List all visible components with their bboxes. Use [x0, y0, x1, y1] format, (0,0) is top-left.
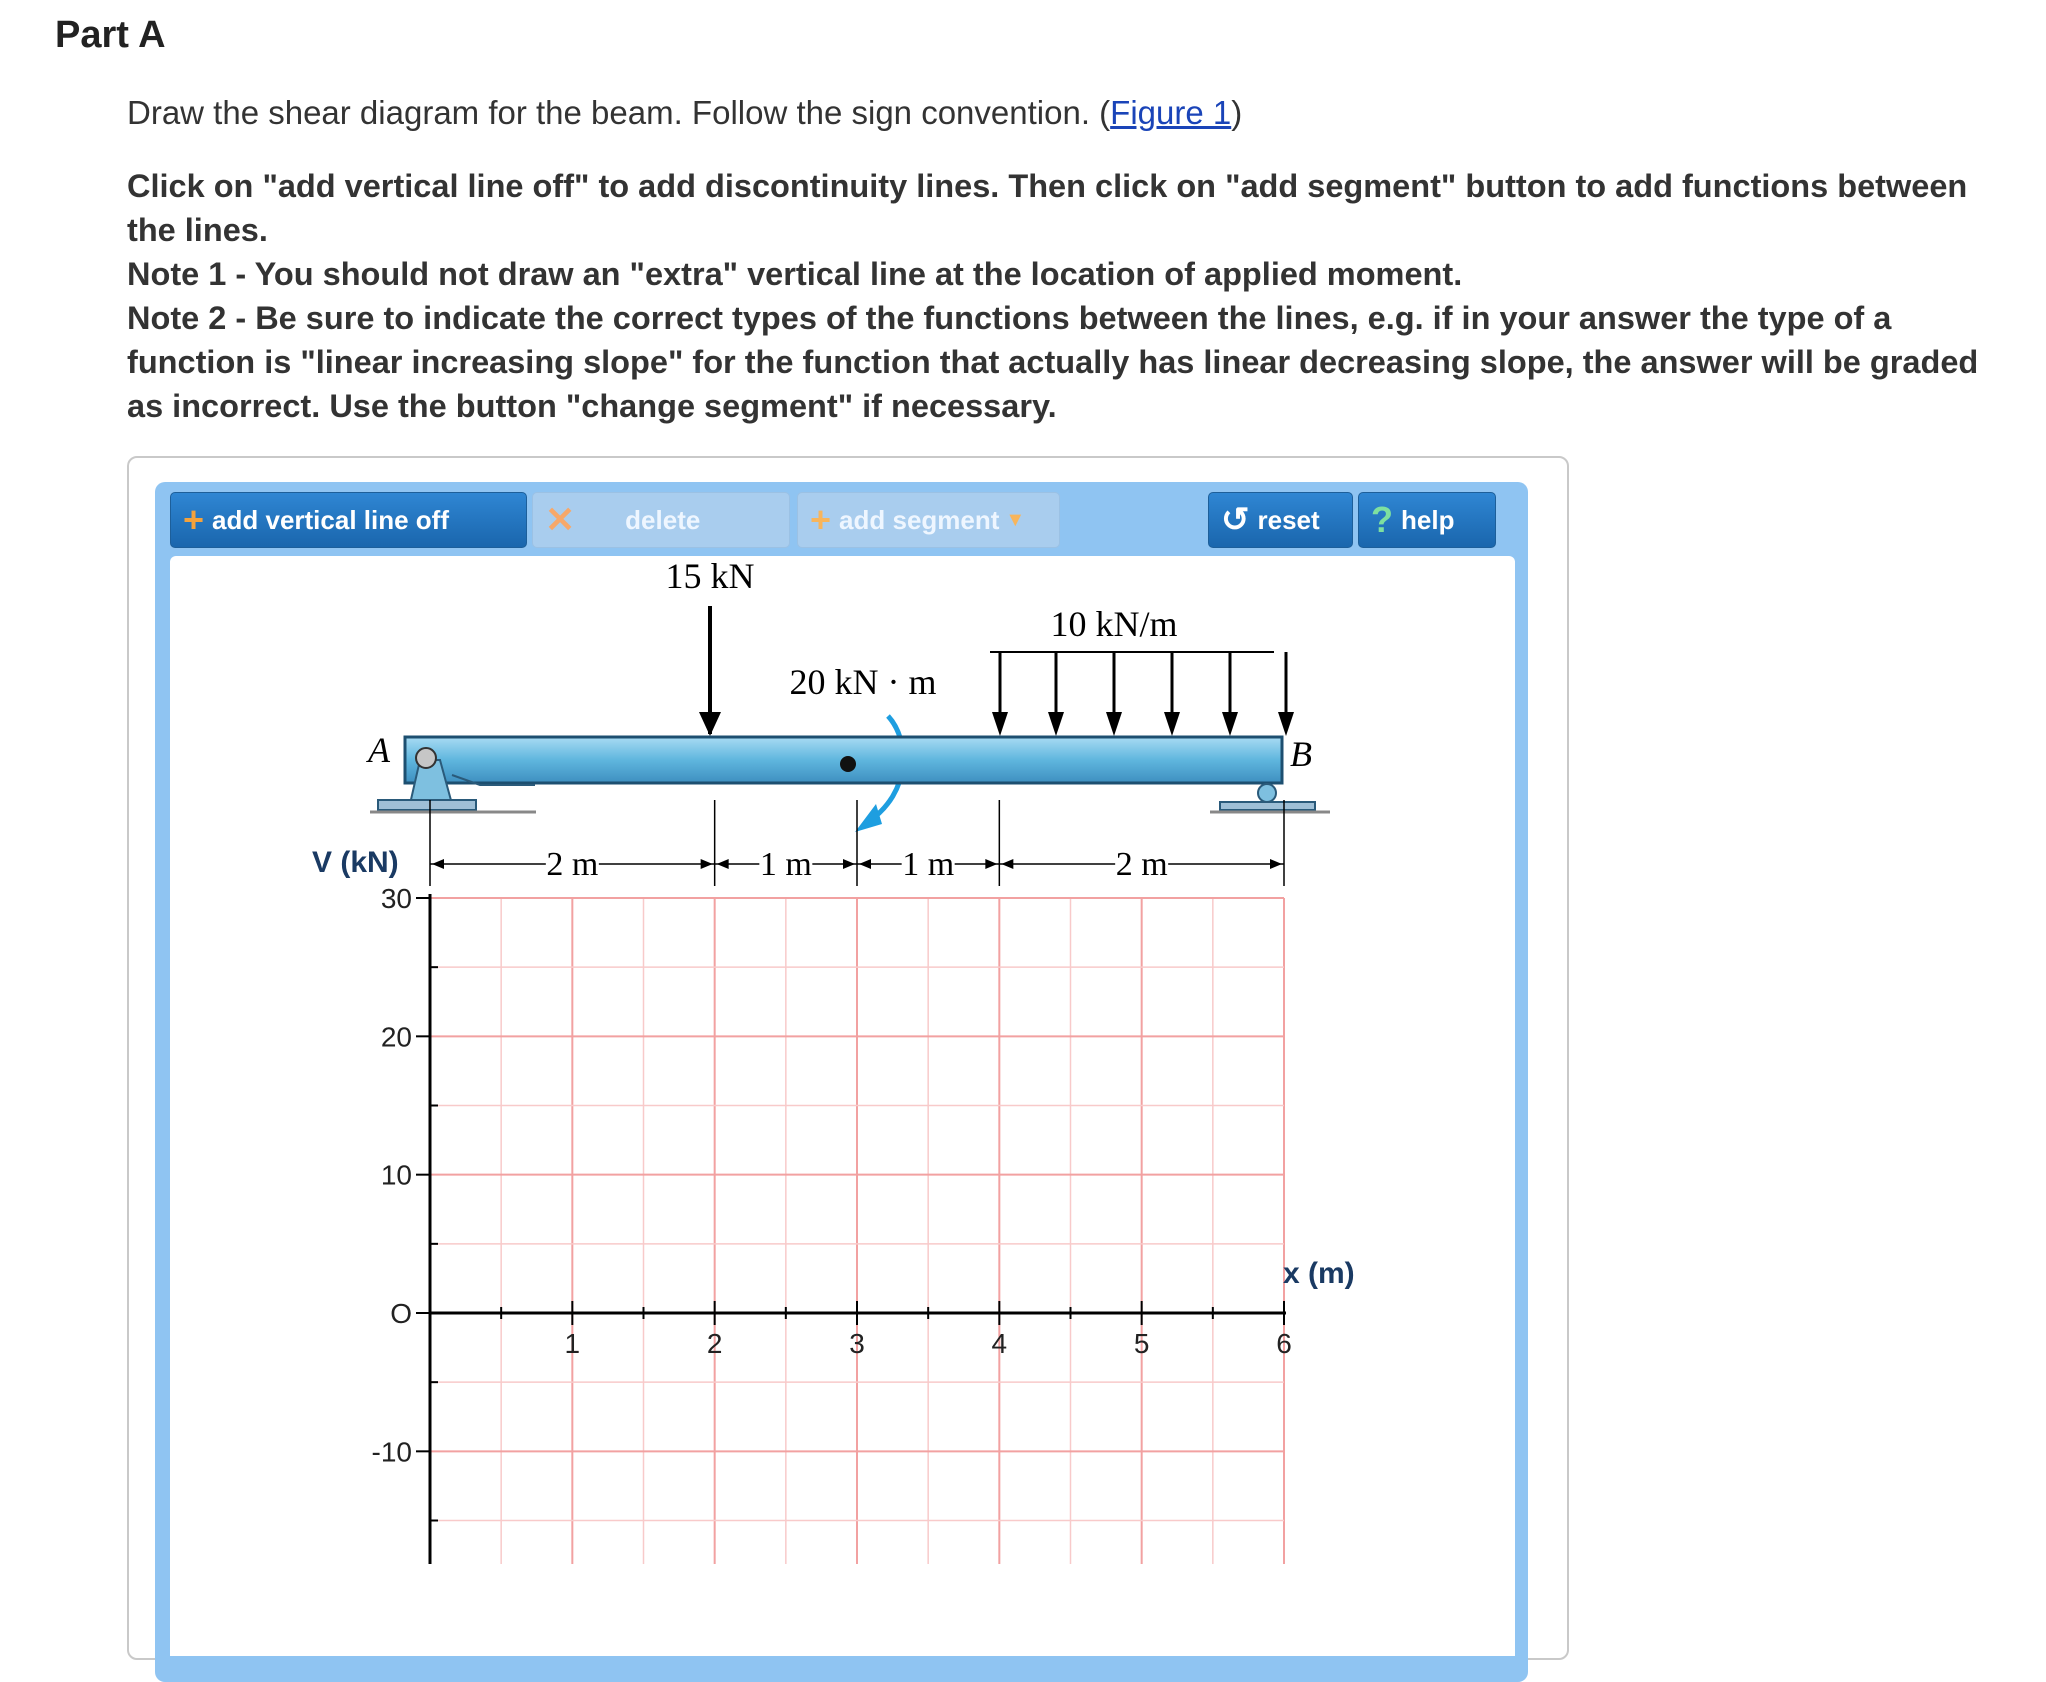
dimension-arrowhead: [1270, 859, 1282, 869]
add-segment-label: add segment: [839, 504, 1000, 535]
pin-support-a-base: [378, 800, 476, 810]
reset-icon: ↺: [1221, 501, 1250, 539]
dimension-label: 2 m: [1115, 846, 1168, 883]
dimension-label: 1 m: [759, 846, 812, 883]
instruction-close: ): [1231, 94, 1243, 131]
y-tick-label: 20: [380, 1021, 412, 1053]
plus-icon: +: [183, 499, 205, 540]
shear-grid: [430, 898, 1284, 1564]
dimension-arrowhead: [859, 859, 871, 869]
help-label: help: [1401, 504, 1455, 535]
support-b-label: B: [1290, 734, 1312, 774]
dimension-arrowhead: [432, 859, 444, 869]
figure-link[interactable]: Figure 1: [1110, 94, 1232, 131]
moment-label: 20 kN · m: [789, 662, 937, 702]
dimension-arrowhead: [701, 859, 713, 869]
beam-point: [840, 756, 856, 772]
x-tick-label: 2: [706, 1328, 723, 1359]
dimension-line: [430, 800, 1284, 886]
add-vertical-line-label: add vertical line off: [212, 504, 449, 535]
help-icon: ?: [1371, 499, 1393, 540]
x-tick-label: 3: [849, 1328, 865, 1359]
moment-arrowhead: [855, 804, 882, 832]
y-tick-label: O: [390, 1298, 412, 1329]
pin-support-a-pin: [416, 748, 436, 768]
delete-x-icon: ✕: [545, 499, 576, 540]
part-title: Part A: [55, 14, 166, 56]
y-tick-label: 30: [380, 883, 412, 914]
point-load-label: 15 kN: [665, 556, 755, 596]
note-1: Note 1 - You should not draw an "extra" vertical line at the location of applied moment.: [127, 256, 1463, 292]
dimension-label: 1 m: [902, 846, 955, 883]
note-main: Click on "add vertical line off" to add discontinuity lines. Then click on "add segment" button to add functions between the lines.: [127, 168, 1968, 248]
distributed-load-arrowhead: [1164, 712, 1180, 736]
y-tick-label: -10: [371, 1436, 412, 1468]
distributed-load-arrowhead: [1222, 712, 1238, 736]
dropdown-triangle-icon: ▼: [1005, 508, 1026, 531]
reset-label: reset: [1257, 504, 1320, 535]
x-tick-label: 6: [1276, 1328, 1292, 1359]
delete-label: delete: [625, 504, 701, 535]
x-tick-label: 4: [991, 1328, 1008, 1359]
dimension-arrowhead: [717, 859, 729, 869]
beam-figure: [366, 556, 1330, 886]
instruction-main: Draw the shear diagram for the beam. Follow the sign convention. (: [127, 94, 1111, 131]
point-load-arrowhead: [699, 712, 721, 736]
distributed-load-arrowhead: [992, 712, 1008, 736]
plus-icon: +: [810, 499, 832, 540]
distributed-load-arrowhead: [1106, 712, 1122, 736]
note-2: Note 2 - Be sure to indicate the correct types of the functions between the lines, e.g. if in your answer the type of a function is "linear increasing slope" for the function that actually has linear decreasing slope, the answer will be graded as incorrect. Use the button "change segment" if necessary.: [127, 300, 1979, 424]
shear-axes: [416, 894, 1286, 1564]
x-tick-label: 5: [1133, 1328, 1150, 1359]
distributed-load-arrowhead: [1278, 712, 1294, 736]
x-axis-label: x (m): [1283, 1257, 1355, 1290]
x-tick-label: 1: [564, 1328, 581, 1359]
y-axis-label: V (kN): [312, 846, 399, 879]
dimension-arrowhead: [843, 859, 855, 869]
distributed-load-arrowhead: [1048, 712, 1064, 736]
distributed-load-label: 10 kN/m: [1050, 604, 1178, 644]
distributed-load-arrows: [992, 652, 1294, 736]
y-tick-label: 10: [380, 1159, 412, 1191]
dimension-arrowhead: [985, 859, 997, 869]
roller-support-b-base: [1220, 802, 1315, 810]
dimension-arrowhead: [1001, 859, 1013, 869]
support-a-label: A: [368, 730, 390, 770]
roller-support-b: [1258, 784, 1276, 802]
dimension-label: 2 m: [546, 846, 599, 883]
